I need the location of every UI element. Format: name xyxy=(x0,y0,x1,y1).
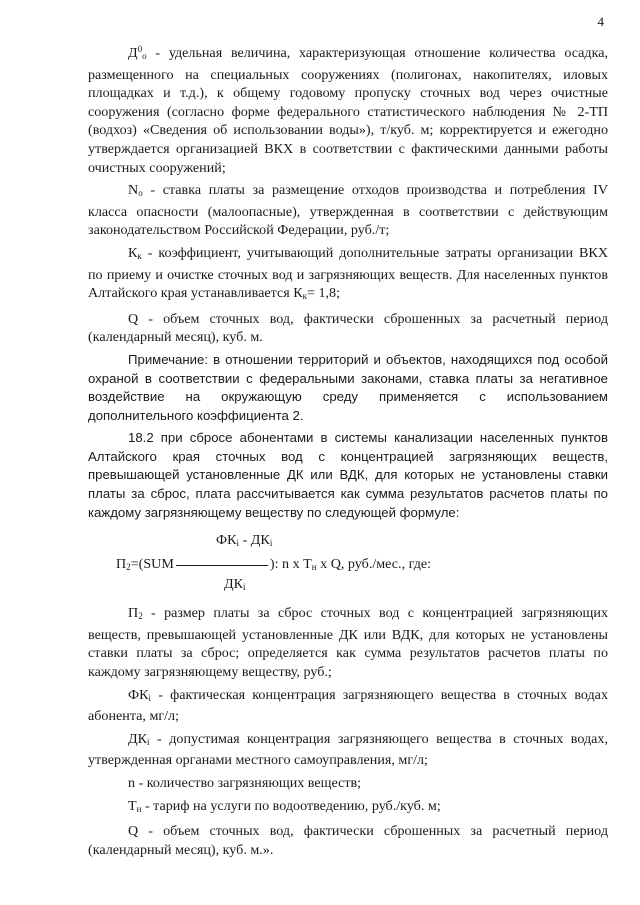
clause-18-2: 18.2 при сбросе абонентами в системы канализации населенных пунктов Алтайского края сточных вод с концентрацией загрязняющих веществ, превышающей установленные ДК или ВДК, для которых не установлены ставки платы за сброс, плата рассчитывается как сумма результатов расчетов платы по каждому загрязняющему веществу по следующей формуле: xyxy=(88,430,608,520)
definition-n: n - количество загрязняющих веществ; xyxy=(128,775,362,791)
definition-p2: $П_2$ - размер платы за сброс сточных вод с концентрацией загрязняющих веществ, превышающей установленные ДК или ВДК, для которых не установлены ставки платы за сброс; определяется как сумма результатов расчетов платы по каждому загрязняющему веществу, руб.; xyxy=(88,605,608,681)
definition-d0: $Д^0_о$ - удельная величина, характеризующая отношение количества осадка, размещенного на специальных сооружениях (полигонах, накопителях, иловых площадках и т.д.), к общему годовому пропуску сточных вод через очистные сооружения (согласно форме федерального статистического наблюдения № 2-ТП (водхоз) «Сведения об использовании воды»), т/куб. м; корректируется и ежегодно утверждается организацией ВКХ в соответствии с фактическими данными работы очистных сооружений; xyxy=(88,44,608,176)
fraction-bar xyxy=(176,565,268,566)
definition-q-final: Q - объем сточных вод, фактически сброшенных за расчетный период (календарный месяц), куб. м.». xyxy=(88,823,608,858)
formula-numerator: $ФК_i - ДК_i$ xyxy=(216,532,273,549)
note-paragraph: Примечание: в отношении территорий и объектов, находящихся под особой охраной в соответствии с федеральными законами, ставка платы за негативное воздействие на окружающую среду применяется с использованием дополнительного коэффициента 2. xyxy=(88,351,608,423)
formula-denominator: $ДК_i$ xyxy=(224,576,246,593)
definition-q: Q - объем сточных вод, фактически сброшенных за расчетный период (календарный месяц), куб. м. xyxy=(88,310,608,346)
formula-p2 xyxy=(88,532,608,594)
page-number: 4 xyxy=(597,14,604,29)
definition-dki: $ДК_i$ - допустимая концентрация загрязняющего вещества в сточных водах, утвержденная органами местного самоуправления, мг/л; xyxy=(88,730,608,769)
definition-no: $N_о$ - ставка платы за размещение отходов производства и потребления IV класса опасности (малоопасные), утвержденная в соответствии с действующим законодательством Российской Федерации, руб./т; xyxy=(88,182,608,239)
document-body xyxy=(88,40,608,859)
definition-tn: $Т_н$ - тариф на услуги по водоотведению, руб./куб. м; xyxy=(128,797,441,814)
definition-fki: $ФК_i$ - фактическая концентрация загрязняющего вещества в сточных водах абонента, мг/л; xyxy=(88,686,608,725)
formula-main-line: $П_2=(SUM$ ): n x $Т_н$ x Q, руб./мес., где: xyxy=(116,556,432,573)
definition-kk: $К_к$ - коэффициент, учитывающий дополнительные затраты организации ВКХ по приему и очистке сточных вод и загрязняющих веществ. Для населенных пунктов Алтайского края устанавливается $К_к= 1,8$; xyxy=(88,244,608,302)
